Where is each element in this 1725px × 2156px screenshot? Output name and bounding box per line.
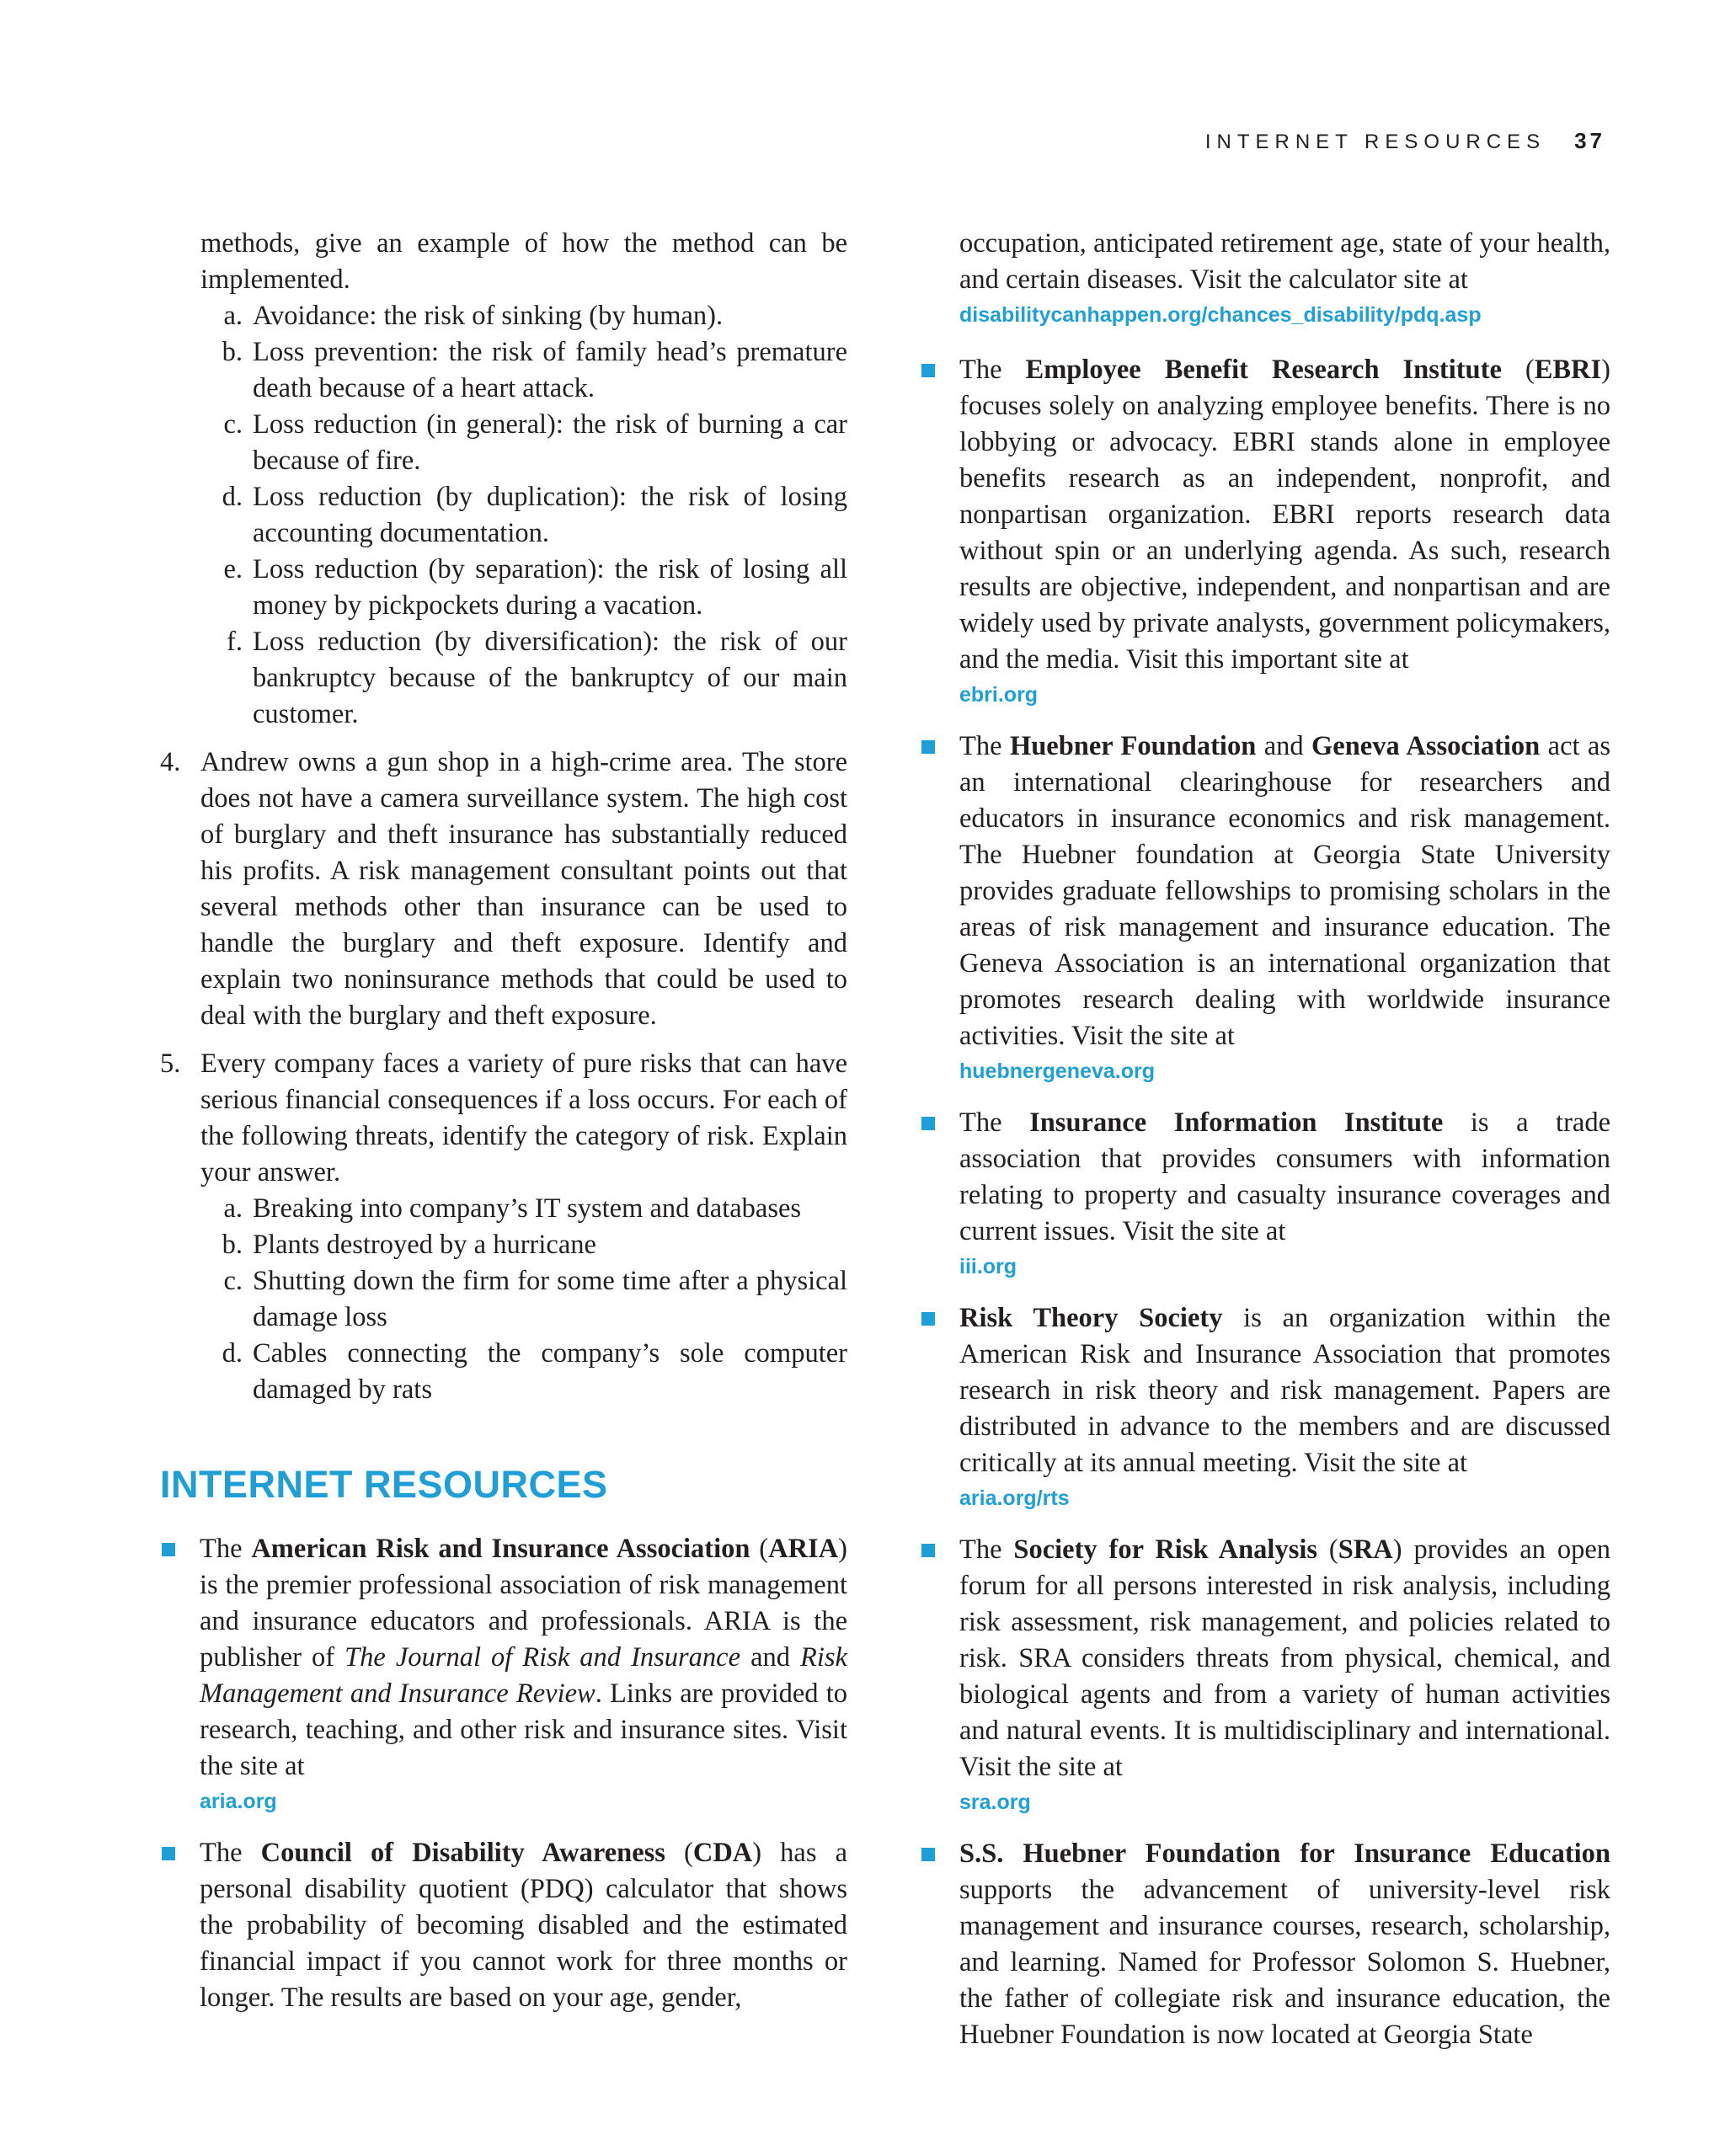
resource-sra [920,1532,1610,1819]
text-fragment: The [200,1534,252,1564]
square-bullet-icon [921,1117,935,1130]
square-bullet-icon [162,1543,175,1556]
list-item-letter: f. [227,627,243,657]
list-item-text: Shutting down the firm for some time after a physical damage loss [253,1266,847,1332]
org-abbr: SRA [1338,1534,1393,1565]
list-item [160,479,847,552]
org-name: American Risk and Insurance Association [251,1534,750,1564]
resource-link[interactable]: disabilitycanhappen.org/chances_disability/pdq.asp [959,303,1482,327]
resource-link[interactable]: huebnergeneva.org [959,1059,1155,1083]
list-item-text: Loss reduction (in general): the risk of burning a car because of fire. [253,409,847,476]
org-name: Insurance Information Institute [1029,1107,1444,1138]
text-fragment: ) [838,1534,847,1564]
right-column [920,226,1610,2070]
text-fragment: and [1256,731,1312,761]
list-item-text: Plants destroyed by a hurricane [253,1230,596,1260]
list-item [160,334,847,407]
org-name: Geneva Association [1311,731,1541,761]
org-abbr: CDA [692,1838,753,1868]
org-abbr: EBRI [1534,355,1602,385]
resource-text [200,1531,847,1785]
org-name: Society for Risk Analysis [1013,1534,1318,1565]
text-fragment: . Links are provided to research, teaching, and other risk and insurance sites. Visit the site at [200,1678,847,1781]
org-name: S.S. Huebner Foundation for Insurance Education [959,1838,1610,1869]
resource-ebri [920,352,1610,712]
resource-text [959,1532,1610,1785]
text-fragment: The [959,1534,1014,1565]
resource-text [200,1835,847,2016]
list-item-letter: d. [222,482,243,512]
list-item-text: Loss reduction (by duplication): the risk of losing accounting documentation. [253,482,847,548]
resource-ss-huebner [920,1836,1610,2053]
text-fragment: focuses solely on analyzing employee benefits. There is no lobbying or advocacy. EBRI stands alone in employee benefits research as an independent, nonprofit, and nonpartisan organization. EBRI reports research data without spin or an underlying agenda. As such, research results are objective, independent, and nonpartisan and are widely used by private analysts, government policymakers, and the media. Visit this important site at [959,391,1610,675]
list-item [160,407,847,479]
list-item-letter: c. [223,409,243,440]
org-abbr: ARIA [768,1534,839,1564]
resource-text [959,352,1610,678]
journal-title: The Journal of Risk and Insurance [344,1642,741,1673]
list-item-text: Breaking into company’s IT system and databases [253,1193,802,1224]
resource-link[interactable]: sra.org [959,1790,1031,1814]
list-item [160,1336,847,1408]
text-fragment: ( [665,1838,693,1868]
resource-link[interactable]: aria.org [200,1790,277,1813]
list-item-letter: a. [223,1193,243,1224]
list-item-text: Loss prevention: the risk of family head’s premature death because of a heart attack. [253,337,847,403]
text-fragment: provides an open forum for all persons interested in risk analysis, including risk assessment, risk management, and policies related to risk. SRA considers threats from physical, chemical, and biological agents and from a variety of human activities and natural events. It is multidisciplinary and international. Visit the site at [959,1534,1610,1782]
text-fragment: The [959,731,1010,761]
text-fragment: is an organization within the American Risk and Insurance Association that promotes research in risk theory and risk management. Papers are distributed in advance to the members and are discussed critically at its annual meeting. Visit the site at [959,1303,1611,1478]
left-column [160,226,847,2033]
journal-title: Risk Management and Insurance Review [200,1642,847,1709]
resource-link[interactable]: iii.org [959,1255,1017,1278]
text-fragment: The [959,355,1026,385]
question-number: 5. [160,1049,181,1079]
question-3-intro: methods, give an example of how the method can be implemented. [200,228,847,295]
list-item [160,298,847,334]
resource-iii [920,1105,1610,1283]
square-bullet-icon [921,740,935,754]
org-name: Huebner Foundation [1009,731,1257,761]
question-4 [160,744,847,1034]
list-item-letter: d. [222,1338,243,1369]
text-fragment: ( [750,1534,769,1564]
resource-huebner-geneva [920,728,1610,1088]
org-name: Council of Disability Awareness [260,1838,665,1868]
resource-text [959,1300,1610,1481]
question-text: Every company faces a variety of pure risks that can have serious financial consequences if a loss occurs. For each of the following threats, identify the category of risk. Explain your answer. [200,1049,847,1187]
list-item [160,1191,847,1227]
list-item [160,1227,847,1263]
question-5 [160,1046,847,1408]
text-fragment: act as an international clearinghouse for researchers and educators in insurance economics and risk management. The Huebner foundation at Georgia State University provides graduate fellowships to promising scholars in the areas of risk management and insurance education. The Geneva Association is an international organization that promotes research dealing with worldwide insurance activities. Visit the site at [959,731,1611,1051]
resource-risk-theory-society [920,1300,1610,1515]
resource-cda-continued [920,226,1610,332]
text-fragment: The [959,1107,1030,1138]
list-item [160,1263,847,1336]
list-item-letter: b. [222,337,243,367]
text-fragment: ) [752,1838,762,1868]
text-fragment: The [200,1838,261,1868]
text-fragment: ) [1601,355,1610,385]
text-fragment: and [740,1642,801,1673]
list-item-letter: b. [222,1230,243,1260]
list-item-letter: a. [223,301,243,331]
resource-text: occupation, anticipated retirement age, state of your health, and certain diseases. Visit the calculator site at [959,228,1610,295]
square-bullet-icon [921,364,935,377]
resource-text [959,1836,1610,2053]
square-bullet-icon [921,1848,935,1861]
list-item-text: Loss reduction (by diversification): the risk of our bankruptcy because of the bankruptcy of our main customer. [253,627,847,729]
resource-link[interactable]: aria.org/rts [959,1486,1070,1510]
resource-text [959,728,1610,1054]
question-5-subitems [160,1191,847,1408]
section-heading: INTERNET RESOURCES [160,1463,608,1506]
resource-link[interactable]: ebri.org [959,683,1039,707]
text-fragment: supports the advancement of university-level risk management and insurance courses, research, scholarship, and learning. Named for Professor Solomon S. Huebner, the father of collegiate risk and insurance education, the Huebner Foundation is now located at Georgia State [959,1875,1610,2050]
list-item-letter: e. [223,554,243,584]
running-head [1205,128,1605,154]
question-number: 4. [160,747,181,777]
page-number: 37 [1574,128,1605,153]
running-head-title: INTERNET RESOURCES [1204,131,1546,153]
list-item [160,552,847,624]
list-item [160,624,847,733]
text-fragment: has a personal disability quotient (PDQ) calculator that shows the probability of becoming disabled and the estimated financial impact if you cannot work for three months or longer. The results are based on your age, gender, [200,1838,848,2013]
org-name: Risk Theory Society [959,1303,1223,1333]
list-item-text: Cables connecting the company’s sole computer damaged by rats [253,1338,847,1405]
resource-aria [160,1531,847,1818]
text-fragment: ) [1392,1534,1402,1565]
list-item-letter: c. [223,1266,243,1296]
text-fragment: is a trade association that provides consumers with information relating to property and casualty insurance coverages and current issues. Visit the site at [959,1107,1611,1246]
text-fragment: ( [1501,355,1535,385]
square-bullet-icon [921,1312,935,1326]
resource-text [959,1105,1610,1250]
square-bullet-icon [162,1847,175,1860]
resource-cda [160,1835,847,2016]
question-3-subitems [160,298,847,733]
text-fragment: is the premier professional association of risk management and insurance educators and professionals. ARIA is the publisher of [200,1570,847,1673]
text-fragment: ( [1317,1534,1338,1565]
org-name: Employee Benefit Research Institute [1025,355,1502,385]
square-bullet-icon [921,1544,935,1557]
list-item-text: Avoidance: the risk of sinking (by human). [253,301,724,331]
list-item-text: Loss reduction (by separation): the risk of losing all money by pickpockets during a vacation. [253,554,847,621]
question-text: Andrew owns a gun shop in a high-crime area. The store does not have a camera surveillance system. The high cost of burglary and theft insurance has substantially reduced his profits. A risk management consultant points out that several methods other than insurance can be used to handle the burglary and theft exposure. Identify and explain two noninsurance methods that could be used to deal with the burglary and theft exposure. [200,747,847,1031]
